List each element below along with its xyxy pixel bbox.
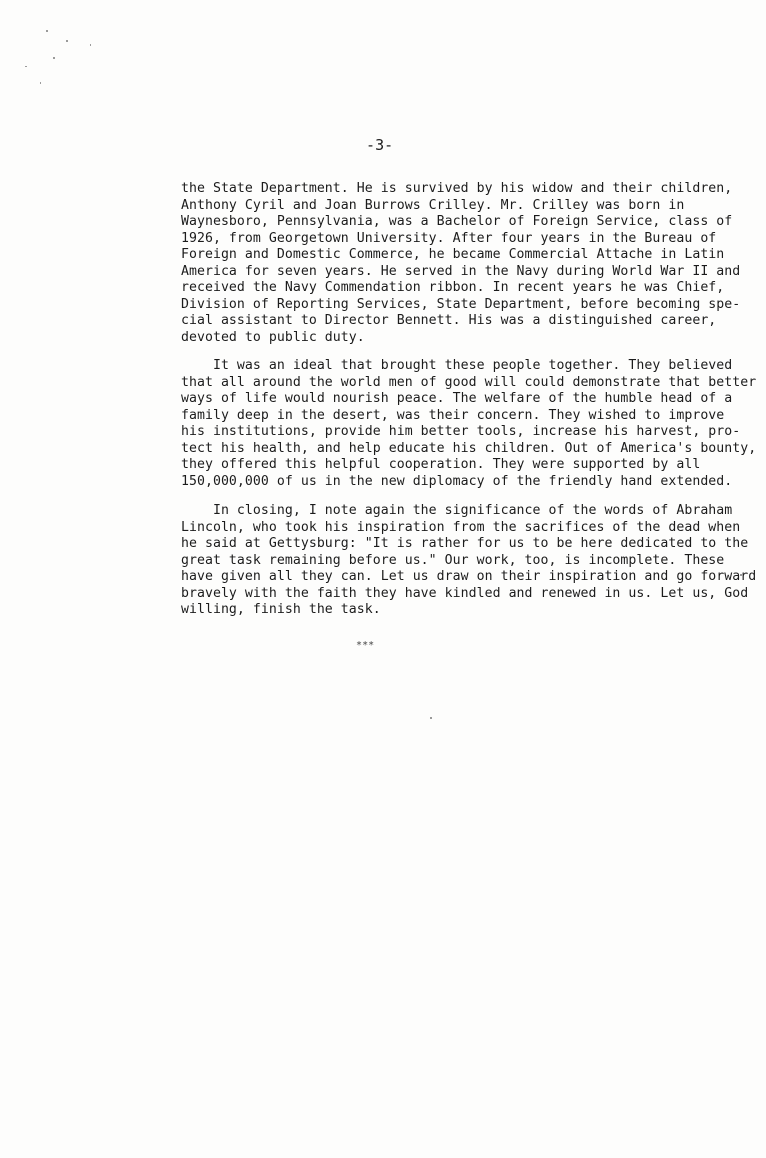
- text-line: they offered this helpful cooperation. They were supported by all: [181, 457, 701, 473]
- text-line: Foreign and Domestic Commerce, he became Commercial Attache in Latin: [181, 247, 725, 263]
- scan-speck: [430, 717, 432, 719]
- text-line: Anthony Cyril and Joan Burrows Crilley. Mr. Crilley was born in: [181, 197, 685, 213]
- paragraph-3: [181, 503, 756, 619]
- text-line: Division of Reporting Services, State Department, before becoming spe-: [181, 296, 741, 312]
- scan-speck: [66, 40, 68, 42]
- text-line: family deep in the desert, was their concern. They wished to improve: [181, 407, 725, 423]
- text-line: 1926, from Georgetown University. After four years in the Bureau of: [181, 230, 717, 246]
- text-line: have given all they can. Let us draw on their inspiration and go forward: [181, 569, 757, 585]
- end-mark: ***: [356, 640, 375, 651]
- text-line: America for seven years. He served in the Navy during World War II and: [181, 263, 741, 279]
- paragraph-2: [181, 358, 756, 490]
- scan-speck: [25, 66, 27, 67]
- text-line: received the Navy Commendation ribbon. In recent years he was Chief,: [181, 280, 725, 296]
- scan-speck: [90, 44, 91, 46]
- text-line: Lincoln, who took his inspiration from the sacrifices of the dead when: [181, 519, 741, 535]
- text-line: bravely with the faith they have kindled and renewed in us. Let us, God: [181, 585, 749, 601]
- scan-speck: [53, 57, 55, 59]
- text-line: cial assistant to Director Bennett. His was a distinguished career,: [181, 313, 717, 329]
- text-line: great task remaining before us." Our work, too, is incomplete. These: [181, 552, 725, 568]
- text-line: he said at Gettysburg: "It is rather for us to be here dedicated to the: [181, 536, 749, 552]
- paragraph-1: [181, 181, 740, 346]
- text-line: willing, finish the task.: [181, 602, 381, 618]
- text-line: the State Department. He is survived by his widow and their children,: [181, 181, 733, 196]
- text-line: his institutions, provide him better tools, increase his harvest, pro-: [181, 424, 741, 440]
- text-line: that all around the world men of good will could demonstrate that better: [181, 374, 757, 390]
- text-line: In closing, I note again the significance of the words of Abraham: [181, 503, 733, 518]
- text-line: ways of life would nourish peace. The welfare of the humble head of a: [181, 391, 733, 407]
- text-line: tect his health, and help educate his children. Out of America's bounty,: [181, 440, 757, 456]
- text-line: devoted to public duty.: [181, 329, 365, 345]
- text-line: It was an ideal that brought these people together. They believed: [181, 358, 733, 373]
- page-number: -3-: [366, 136, 394, 154]
- text-line: 150,000,000 of us in the new diplomacy of the friendly hand extended.: [181, 473, 733, 489]
- scan-speck: [40, 82, 41, 84]
- text-line: Waynesboro, Pennsylvania, was a Bachelor of Foreign Service, class of: [181, 214, 733, 230]
- scan-speck: [46, 30, 48, 32]
